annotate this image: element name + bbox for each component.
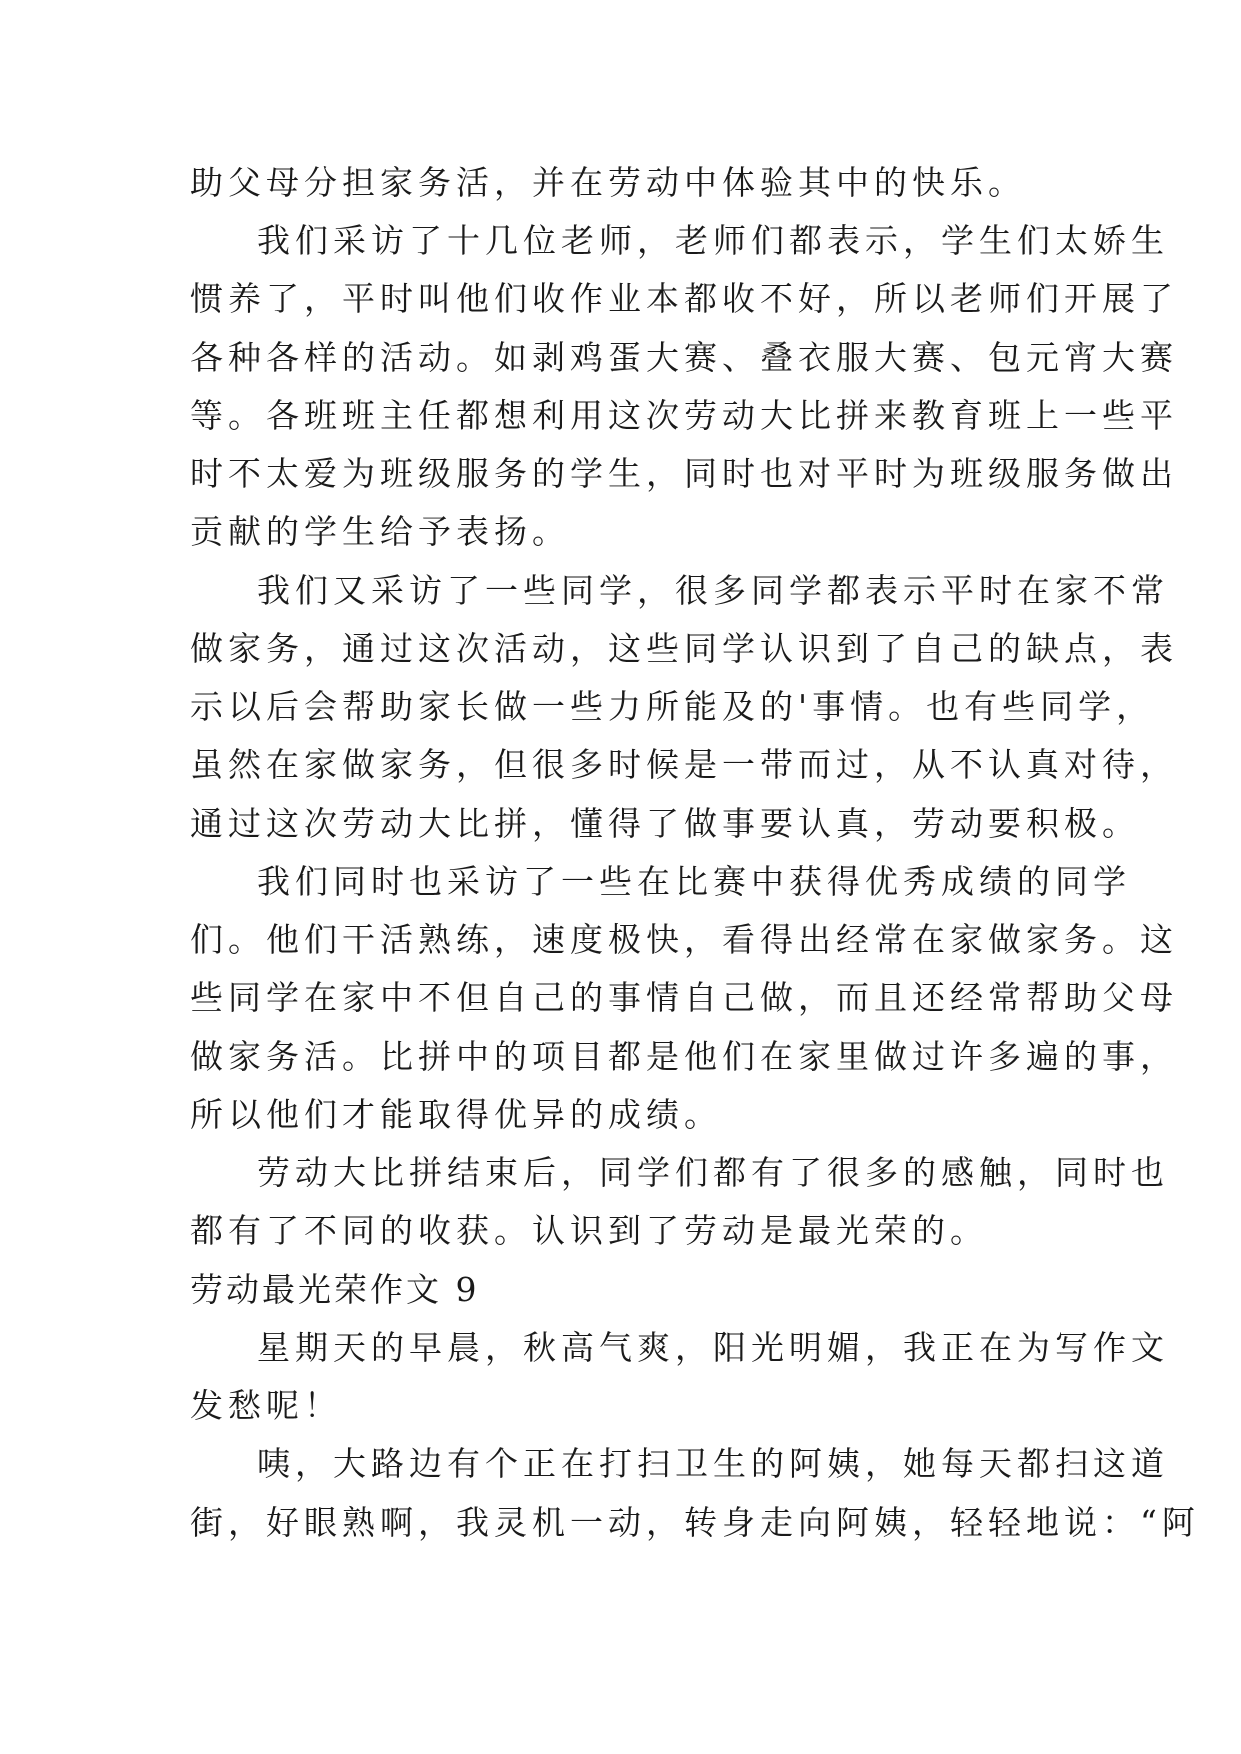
- text-line: 示以后会帮助家长做一些力所能及的'事情。也有些同学，: [190, 687, 1155, 726]
- text-line: 些同学在家中不但自己的事情自己做，而且还经常帮助父母: [190, 978, 1178, 1017]
- paragraph-start-line: 咦，大路边有个正在打扫卫生的阿姨，她每天都扫这道: [257, 1444, 1169, 1483]
- text-line: 惯养了，平时叫他们收作业本都收不好，所以老师们开展了: [190, 279, 1178, 318]
- paragraph-start-line: 我们又采访了一些同学，很多同学都表示平时在家不常: [257, 571, 1169, 610]
- text-line: 都有了不同的收获。认识到了劳动是最光荣的。: [190, 1211, 988, 1250]
- text-line: 虽然在家做家务，但很多时候是一带而过，从不认真对待，: [190, 745, 1178, 784]
- text-line: 助父母分担家务活，并在劳动中体验其中的快乐。: [190, 163, 1026, 202]
- paragraph-start-line: 我们采访了十几位老师，老师们都表示，学生们太娇生: [257, 221, 1169, 260]
- paragraph-start-line: 劳动大比拼结束后，同学们都有了很多的感触，同时也: [257, 1153, 1169, 1192]
- text-line: 街，好眼熟啊，我灵机一动，转身走向阿姨，轻轻地说：“阿: [190, 1503, 1200, 1542]
- paragraph-start-line: 我们同时也采访了一些在比赛中获得优秀成绩的同学: [257, 862, 1131, 901]
- text-line: 所以他们才能取得优异的成绩。: [190, 1095, 722, 1134]
- text-line: 做家务活。比拼中的项目都是他们在家里做过许多遍的事，: [190, 1037, 1178, 1076]
- text-line: 等。各班班主任都想利用这次劳动大比拼来教育班上一些平: [190, 396, 1178, 435]
- text-line: 各种各样的活动。如剥鸡蛋大赛、叠衣服大赛、包元宵大赛: [190, 338, 1178, 377]
- text-line: 贡献的学生给予表扬。: [190, 512, 570, 551]
- text-line: 发愁呢！: [190, 1386, 342, 1425]
- section-heading: 劳动最光荣作文 9: [190, 1270, 480, 1309]
- text-line: 时不太爱为班级服务的学生，同时也对平时为班级服务做出: [190, 454, 1178, 493]
- text-line: 通过这次劳动大比拼，懂得了做事要认真，劳动要积极。: [190, 804, 1140, 843]
- paragraph-start-line: 星期天的早晨，秋高气爽，阳光明媚，我正在为写作文: [257, 1328, 1169, 1367]
- text-line: 做家务，通过这次活动，这些同学认识到了自己的缺点，表: [190, 629, 1178, 668]
- text-line: 们。他们干活熟练，速度极快，看得出经常在家做家务。这: [190, 920, 1178, 959]
